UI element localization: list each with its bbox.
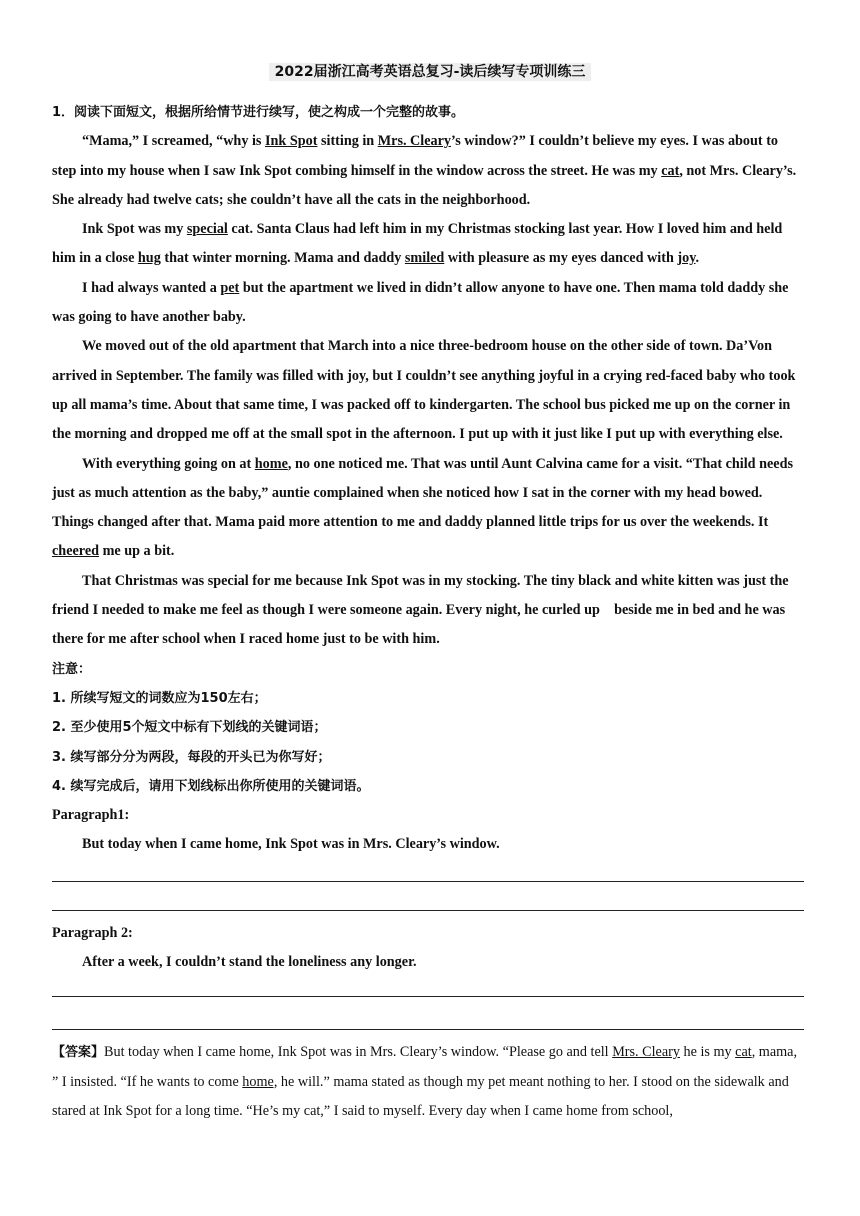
story-paragraph-1: “Mama,” I screamed, “why is Ink Spot sitting in Mrs. Cleary’s window?” I couldn’t believe my eyes. I was about to step into my house when I saw Ink Spot combing himself in the window across the street. He was my cat, not Mrs. Cleary’s. She already had twelve cats; she couldn’t have all the cats in the neighborhood. xyxy=(52,133,797,208)
keyword-home: home, xyxy=(242,1073,278,1090)
document-body xyxy=(52,98,804,1126)
note-item: 2. 至少使用5个短文中标有下划线的关键词语； xyxy=(52,720,327,736)
paragraph2-opening: After a week, I couldn’t stand the loneliness any longer. xyxy=(82,954,417,971)
notes-heading: 注意： xyxy=(52,661,92,677)
document-title xyxy=(0,62,860,82)
keyword-pet: pet xyxy=(220,279,240,296)
keyword-ink-spot: Ink Spot xyxy=(264,133,318,150)
keyword-special: special xyxy=(186,221,228,238)
story-paragraph-2: Ink Spot was my special cat. Santa Claus had left him in my Christmas stocking last year. How I loved him and held him in a close hug that winter morning. Mama and daddy smiled with pleasure as my eyes danced with joy. xyxy=(52,221,783,267)
note-item: 3. 续写部分分为两段，每段的开头已为你写好； xyxy=(52,749,331,765)
keyword-smiled: smiled xyxy=(404,250,445,267)
keyword-joy: joy xyxy=(677,250,696,267)
story-paragraph-4: We moved out of the old apartment that March into a nice three-bedroom house on the other side of town. Da’Von arrived in September. The family was filled with joy, but I couldn’t see anything joyful in a crying red-faced baby who took up all mama’s time. About that same time, I was packed off to kindergarten. The school bus picked me up on the corner in the morning and dropped me off at the small spot in the afternoon. I put up with it just like I put up with everything else. xyxy=(52,338,796,443)
keyword-cat: cat xyxy=(661,162,680,179)
keyword-cat: cat xyxy=(735,1044,752,1061)
note-item: 1. 所续写短文的词数应为150左右； xyxy=(52,690,267,706)
note-item: 4. 续写完成后，请用下划线标出你所使用的关键词语。 xyxy=(52,778,370,794)
keyword-cheered: cheered xyxy=(52,543,100,560)
paragraph1-opening: But today when I came home, Ink Spot was in Mrs. Cleary’s window. xyxy=(82,836,500,853)
paragraph1-label: Paragraph1: xyxy=(52,807,130,824)
story-paragraph-3: I had always wanted a pet but the apartment we lived in didn’t allow anyone to have one. Then mama told daddy she was going to have another baby. xyxy=(52,279,789,326)
keyword-mrs-cleary: Mrs. Cleary xyxy=(612,1044,680,1061)
answer-tag: 【答案】 xyxy=(52,1045,105,1061)
title-text: 2022届浙江高考英语总复习-读后续写专项训练三 xyxy=(269,63,592,81)
keyword-home: home xyxy=(254,455,288,472)
keyword-hug: hug xyxy=(137,250,161,267)
keyword-mrs-cleary: Mrs. Cleary xyxy=(377,133,452,150)
paragraph2-label: Paragraph 2: xyxy=(52,924,133,941)
task-instruction: 1．阅读下面短文，根据所给情节进行续写，使之构成一个完整的故事。 xyxy=(52,105,465,120)
story-paragraph-5: With everything going on at home, no one noticed me. That was until Aunt Calvina came for a visit. “That child needs just as much attention as the baby,” auntie complained when she noticed how I sat in the corner with my head bowed. Things changed after that. Mama paid more attention to me and daddy planned little trips for us over the weekends. It cheered me up a bit. xyxy=(52,455,794,560)
answer-text: 【答案】But today when I came home, Ink Spot was in Mrs. Cleary’s window. “Please go and tell Mrs. Cleary he is my cat, mama, ” I insisted. “If he wants to come home, he will.” mama stated as though my pet meant nothing to her. I stood on the sidewalk and stared at Ink Spot for a long time. “He’s my cat,” I said to myself. Every day when I came home from school, xyxy=(52,1044,797,1119)
story-paragraph-6: That Christmas was special for me because Ink Spot was in my stocking. The tiny black and white kitten was just the friend I needed to make me feel as though I were someone again. Every night, he curled up beside me in bed and he was there for me after school when I raced home just to be with him. xyxy=(52,572,789,648)
